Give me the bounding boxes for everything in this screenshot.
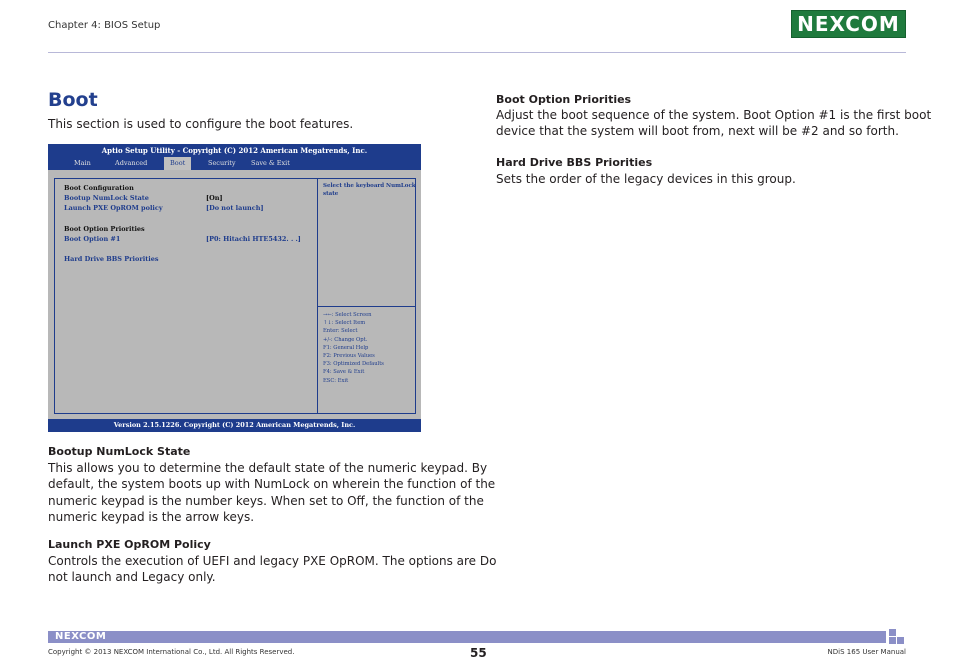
pxe-heading: Launch PXE OpROM Policy bbox=[48, 538, 211, 551]
pxe-line: not launch and Legacy only. bbox=[48, 570, 216, 585]
bios-key-line: F3: Optimized Defaults bbox=[323, 361, 384, 368]
bios-key-legend bbox=[323, 311, 384, 385]
hdd-bbs-heading: Hard Drive BBS Priorities bbox=[496, 156, 653, 169]
page-title: Boot bbox=[48, 89, 98, 111]
footer-bar bbox=[48, 631, 886, 643]
bios-key-line: F1: General Help bbox=[323, 344, 369, 351]
bios-item-numlock-value[interactable]: [On] bbox=[206, 194, 223, 202]
bios-key-line: F4: Save & Exit bbox=[323, 369, 365, 376]
boot-option-paragraph bbox=[496, 107, 931, 140]
pxe-line: Controls the execution of UEFI and legacy PXE OpROM. The options are Do bbox=[48, 554, 497, 568]
bios-item-numlock-label[interactable]: Bootup NumLock State bbox=[64, 194, 149, 202]
bios-key-line: Enter: Select bbox=[323, 328, 358, 335]
bios-screenshot bbox=[48, 144, 421, 432]
bios-item-boot-option-value[interactable]: [P0: Hitachi HTE5432. . .] bbox=[206, 235, 301, 243]
bios-tab-security[interactable]: Security bbox=[208, 159, 236, 167]
footer-logo: NEXCOM bbox=[55, 631, 107, 642]
numlock-line: This allows you to determine the default state of the numeric keypad. By bbox=[48, 461, 488, 475]
page-number: 55 bbox=[470, 646, 487, 660]
bios-section-boot-config: Boot Configuration bbox=[64, 184, 134, 192]
header-divider bbox=[48, 52, 906, 53]
manual-name: NDiS 165 User Manual bbox=[827, 648, 906, 656]
bios-tab-advanced[interactable]: Advanced bbox=[115, 159, 148, 167]
pxe-paragraph bbox=[48, 553, 496, 586]
numlock-heading: Bootup NumLock State bbox=[48, 445, 191, 458]
hdd-bbs-paragraph bbox=[496, 171, 796, 187]
intro-text: This section is used to configure the boot features. bbox=[48, 117, 354, 131]
copyright-text: Copyright © 2013 NEXCOM International Co., Ltd. All Rights Reserved. bbox=[48, 648, 295, 656]
bios-item-pxe-label[interactable]: Launch PXE OpROM policy bbox=[64, 204, 163, 212]
bios-item-hdd-bbs[interactable]: Hard Drive BBS Priorities bbox=[64, 255, 159, 263]
numlock-line: numeric keypad is the arrow keys. bbox=[48, 509, 255, 524]
bios-key-line: F2: Previous Values bbox=[323, 353, 375, 360]
bios-key-line: ↑↓: Select Item bbox=[323, 320, 366, 327]
numlock-line: default, the system boots up with NumLock on wherein the function of the bbox=[48, 477, 496, 492]
bios-panel-divider bbox=[317, 179, 318, 413]
boot-option-heading: Boot Option Priorities bbox=[496, 93, 632, 106]
boot-option-line: device that the system will boot from, next will be #2 and so forth. bbox=[496, 124, 899, 139]
bios-item-pxe-value[interactable]: [Do not launch] bbox=[206, 204, 264, 212]
numlock-paragraph bbox=[48, 460, 495, 525]
bios-key-line: ESC: Exit bbox=[323, 377, 349, 384]
hdd-bbs-line: Sets the order of the legacy devices in this group. bbox=[496, 172, 796, 186]
numlock-line: numeric keypad is the number keys. When set to Off, the function of the bbox=[48, 493, 484, 508]
bios-tab-bar bbox=[48, 157, 421, 170]
bios-key-line: →←: Select Screen bbox=[323, 312, 372, 318]
bios-main-panel bbox=[54, 178, 416, 414]
bios-tab-boot[interactable]: Boot bbox=[164, 157, 191, 170]
bios-help-divider bbox=[317, 306, 415, 307]
bios-footer-bar: Version 2.15.1226. Copyright (C) 2012 American Megatrends, Inc. bbox=[48, 419, 421, 432]
bios-item-boot-option-label[interactable]: Boot Option #1 bbox=[64, 235, 121, 243]
bios-help-line-1: Select the keyboard NumLock bbox=[323, 183, 416, 189]
chapter-label: Chapter 4: BIOS Setup bbox=[48, 20, 161, 31]
bios-tab-main[interactable]: Main bbox=[74, 159, 91, 167]
bios-tab-save-exit[interactable]: Save & Exit bbox=[251, 159, 290, 167]
bios-key-line: +/-: Change Opt. bbox=[323, 336, 368, 343]
boot-option-line: Adjust the boot sequence of the system. Boot Option #1 is the first boot bbox=[496, 108, 932, 122]
bios-section-boot-option: Boot Option Priorities bbox=[64, 225, 145, 233]
footer-squares-icon bbox=[889, 629, 906, 644]
bios-title-bar: Aptio Setup Utility - Copyright (C) 2012 American Megatrends, Inc. bbox=[48, 144, 421, 157]
bios-help-line-2: state bbox=[323, 191, 339, 197]
logo-text: NEXCOM bbox=[797, 12, 900, 36]
nexcom-logo bbox=[791, 10, 906, 38]
